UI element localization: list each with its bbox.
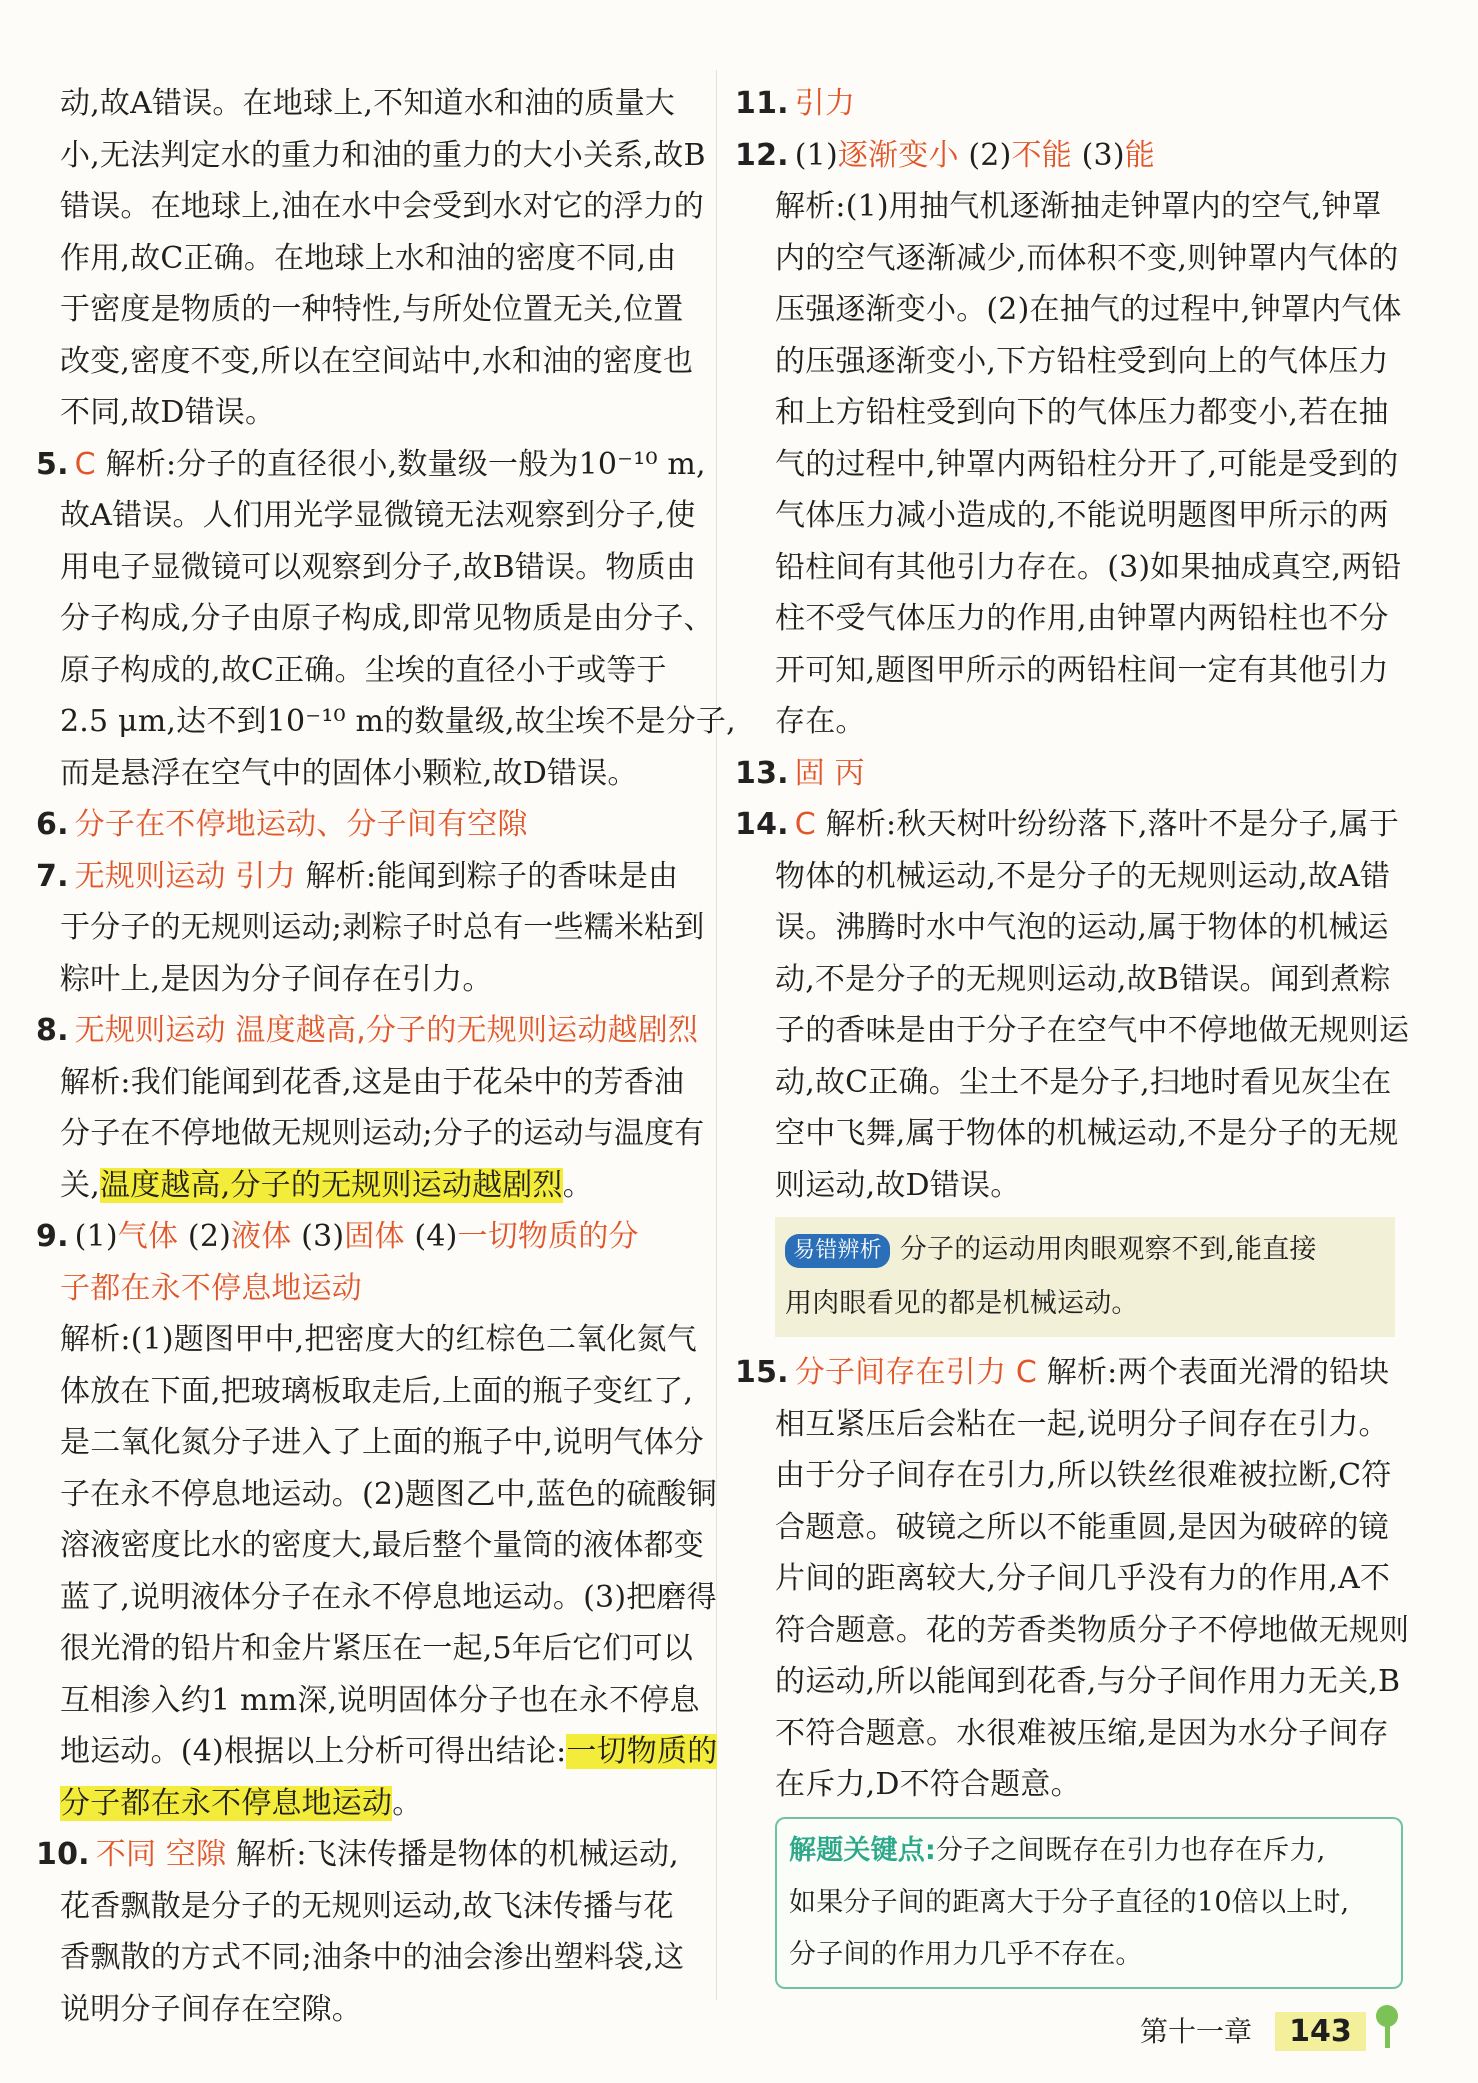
key-line-2: 如果分子间的距离大于分子直径的10倍以上时, xyxy=(789,1886,1350,1918)
key-point-label: 解题关键点: xyxy=(789,1834,936,1866)
text-line xyxy=(735,1160,1385,1212)
text-line xyxy=(735,748,1385,800)
column-divider xyxy=(716,70,717,2000)
text-line xyxy=(735,284,1402,336)
text-line xyxy=(36,284,696,336)
answer-text: 固 丙 xyxy=(794,755,865,791)
text-line xyxy=(36,696,736,748)
text-run: 蓝了,说明液体分子在永不停息地运动。(3)把磨得 xyxy=(60,1579,717,1615)
text-line xyxy=(36,1572,717,1624)
text-line xyxy=(36,799,696,851)
text-line xyxy=(36,130,706,182)
text-line xyxy=(735,593,1389,645)
answer-text: 固体 xyxy=(344,1219,405,1254)
question-number: 7. xyxy=(36,858,69,894)
answer-15 xyxy=(735,1347,1410,1811)
text-run: 。 xyxy=(562,1167,593,1203)
text-line xyxy=(735,78,1385,130)
text-line xyxy=(36,1469,717,1521)
answer-text: 气体 xyxy=(117,1219,179,1254)
answer-text: 逐渐变小 xyxy=(837,137,959,173)
text-line xyxy=(36,233,696,285)
text-line xyxy=(735,851,1391,903)
text-run: 子在永不停息地运动。(2)题图乙中,蓝色的硫酸铜 xyxy=(60,1476,717,1512)
text-run: 。 xyxy=(392,1785,423,1821)
answer-text: 一切物质的分 xyxy=(457,1219,639,1254)
question-number: 9. xyxy=(36,1219,69,1254)
text-run: 错误。在地球上,油在水中会受到水对它的浮力的 xyxy=(60,189,704,224)
text-run: 于分子的无规则运动;剥粽子时总有一些糯米粘到 xyxy=(60,910,705,945)
text-run: 符合题意。花的芳香类物质分子不停地做无规则 xyxy=(775,1612,1410,1648)
text-run: 故A错误。人们用光学显微镜无法观察到分子,使 xyxy=(60,498,696,533)
text-line xyxy=(36,1366,696,1418)
question-number: 6. xyxy=(36,807,69,842)
text-run: 内的空气逐渐减少,而体积不变,则钟罩内气体的 xyxy=(775,240,1399,276)
text-run: 柱不受气体压力的作用,由钟罩内两铅柱也不分 xyxy=(775,601,1389,636)
text-line xyxy=(735,181,1385,233)
text-run: (4) xyxy=(404,1219,458,1254)
text-line xyxy=(36,1211,696,1263)
question-number: 13. xyxy=(735,755,789,791)
question-number: 5. xyxy=(36,446,69,482)
text-run: 相互紧压后会粘在一起,说明分子间存在引力。 xyxy=(775,1406,1389,1442)
text-run: 分子构成,分子由原子构成,即常见物质是由分子、 xyxy=(60,601,714,636)
text-line xyxy=(735,1347,1390,1399)
text-run: (1) xyxy=(794,137,838,173)
text-run: 粽叶上,是因为分子间存在引力。 xyxy=(60,961,493,997)
left-column xyxy=(36,78,736,2035)
text-run: (3) xyxy=(1071,137,1125,173)
text-line xyxy=(735,645,1389,697)
answer-text: 能 xyxy=(1124,137,1155,173)
text-run: 很光滑的铅片和金片紧压在一起,5年后它们可以 xyxy=(60,1631,694,1666)
text-line xyxy=(735,902,1389,954)
text-line xyxy=(735,1759,1385,1811)
text-run: 气体压力减小造成的,不能说明题图甲所示的两 xyxy=(775,498,1389,533)
text-run: 存在。 xyxy=(775,704,866,739)
text-run: 花香飘散是分子的无规则运动,故飞沫传播与花 xyxy=(60,1888,674,1924)
text-line xyxy=(36,78,696,130)
text-line xyxy=(36,1417,704,1469)
text-run: 香飘散的方式不同;油条中的油会渗出塑料袋,这 xyxy=(60,1940,685,1975)
text-run: 解析:(1)题图甲中,把密度大的红棕色二氧化氮气 xyxy=(60,1322,697,1357)
text-run: 而是悬浮在空气中的固体小颗粒,故D错误。 xyxy=(60,755,638,791)
text-line xyxy=(735,1502,1389,1554)
text-line xyxy=(735,1450,1392,1502)
answer-text: 分子间存在引力 C xyxy=(794,1355,1038,1390)
question-number: 12. xyxy=(735,137,789,173)
text-run: 溶液密度比水的密度大,最后整个量筒的液体都变 xyxy=(60,1528,704,1563)
chapter-label: 第十一章 xyxy=(1140,2015,1253,2048)
text-line xyxy=(735,490,1389,542)
highlighted-text: 温度越高,分子的无规则运动越剧烈 xyxy=(99,1167,563,1203)
answer-text: 无规则运动 温度越高,分子的无规则运动越剧烈 xyxy=(74,1013,699,1048)
text-run: 动,不是分子的无规则运动,故B错误。闻到煮粽 xyxy=(775,961,1391,997)
text-line xyxy=(36,1520,704,1572)
answer-text: 不能 xyxy=(1011,137,1072,173)
question-number: 8. xyxy=(36,1013,69,1048)
text-line xyxy=(735,954,1391,1006)
text-line xyxy=(36,1675,700,1727)
text-line xyxy=(36,1829,696,1881)
text-run: 用电子显微镜可以观察到分子,故B错误。物质由 xyxy=(60,549,696,585)
text-line xyxy=(36,1005,699,1057)
text-run: 小,无法判定水的重力和油的重力的大小关系,故B xyxy=(60,137,706,173)
answers-11-14 xyxy=(735,78,1410,1211)
text-run: 物体的机械运动,不是分子的无规则运动,故A错 xyxy=(775,858,1391,894)
text-line xyxy=(36,336,696,388)
text-line xyxy=(36,1778,696,1830)
text-run: 铅柱间有其他引力存在。(3)如果抽成真空,两铅 xyxy=(775,549,1402,585)
text-run: 动,故C正确。尘土不是分子,扫地时看见灰尘在 xyxy=(775,1064,1392,1100)
text-line xyxy=(36,1057,696,1109)
text-run: 2.5 μm,达不到10⁻¹⁰ m的数量级,故尘埃不是分子, xyxy=(60,704,736,739)
key-line-1: 分子之间既存在引力也存在斥力, xyxy=(936,1834,1326,1866)
text-run: 原子构成的,故C正确。尘埃的直径小于或等于 xyxy=(60,652,667,688)
text-run: 解析:秋天树叶纷纷落下,落叶不是分子,属于 xyxy=(815,807,1400,842)
text-line xyxy=(36,902,705,954)
text-run: 合题意。破镜之所以不能重圆,是因为破碎的镜 xyxy=(775,1509,1389,1545)
answer-text: C xyxy=(74,446,96,482)
text-run: 空中飞舞,属于物体的机械运动,不是分子的无规 xyxy=(775,1116,1399,1151)
text-run: 关, xyxy=(60,1167,100,1203)
text-line xyxy=(735,439,1399,491)
text-line xyxy=(36,1932,696,1984)
text-line xyxy=(735,1108,1399,1160)
text-run: (1) xyxy=(74,1219,118,1254)
text-line xyxy=(36,645,696,697)
page-footer xyxy=(1140,2010,1366,2051)
text-line xyxy=(36,490,696,542)
text-line xyxy=(735,233,1399,285)
text-run: 解析:分子的直径很小,数量级一般为10⁻¹⁰ m, xyxy=(95,446,706,482)
tip-box-error-analysis xyxy=(775,1217,1395,1337)
text-run: 不同,故D错误。 xyxy=(60,395,276,430)
text-run: 解析:飞沫传播是物体的机械运动, xyxy=(226,1837,679,1872)
question-number: 11. xyxy=(735,86,789,121)
text-run: 改变,密度不变,所以在空间站中,水和油的密度也 xyxy=(60,343,694,379)
text-line xyxy=(36,1160,696,1212)
text-line xyxy=(735,1399,1389,1451)
text-line xyxy=(735,1057,1392,1109)
text-line xyxy=(36,954,696,1006)
text-run: 作用,故C正确。在地球上水和油的密度不同,由 xyxy=(60,240,677,276)
text-run: 解析:我们能闻到花香,这是由于花朵中的芳香油 xyxy=(60,1064,685,1100)
text-run: 在斥力,D不符合题意。 xyxy=(775,1767,1081,1802)
right-column xyxy=(735,78,1410,1989)
text-run: 子的香味是由于分子在空气中不停地做无规则运 xyxy=(775,1013,1410,1048)
tip-line-2: 用肉眼看见的都是机械运动。 xyxy=(785,1288,1139,1319)
text-run: (2) xyxy=(178,1219,232,1254)
key-point-box xyxy=(775,1817,1403,1989)
text-run: 说明分子间存在空隙。 xyxy=(60,1991,362,2027)
text-line xyxy=(36,1726,718,1778)
answer-text: 子都在永不停息地运动 xyxy=(60,1270,362,1306)
text-line xyxy=(735,1656,1401,1708)
text-line xyxy=(36,1984,696,2036)
text-run: 解析:能闻到粽子的香味是由 xyxy=(295,858,679,894)
text-run: 是二氧化氮分子进入了上面的瓶子中,说明气体分 xyxy=(60,1425,704,1460)
text-line xyxy=(735,799,1400,851)
text-line xyxy=(36,1881,696,1933)
text-run: 的压强逐渐变小,下方铅柱受到向上的气体压力 xyxy=(775,343,1389,379)
answer-text: C xyxy=(794,807,816,842)
text-run: (2) xyxy=(958,137,1012,173)
text-line xyxy=(36,1314,696,1366)
text-run: 不符合题意。水很难被压缩,是因为水分子间存 xyxy=(775,1715,1389,1751)
answer-text: 引力 xyxy=(794,86,856,121)
text-run: 的运动,所以能闻到花香,与分子间作用力无关,B xyxy=(775,1664,1401,1699)
text-line xyxy=(36,181,704,233)
text-line xyxy=(36,748,696,800)
text-line xyxy=(735,1553,1391,1605)
page-number: 143 xyxy=(1275,2012,1366,2051)
text-run: 动,故A错误。在地球上,不知道水和油的质量大 xyxy=(60,86,676,121)
answer-text: 分子在不停地运动、分子间有空隙 xyxy=(74,807,528,842)
text-run: 气的过程中,钟罩内两铅柱分开了,可能是受到的 xyxy=(775,446,1399,482)
text-run: 于密度是物质的一种特性,与所处位置无关,位置 xyxy=(60,292,684,327)
text-run: 则运动,故D错误。 xyxy=(775,1167,1021,1203)
text-line xyxy=(36,439,706,491)
text-line xyxy=(735,542,1402,594)
text-run: 解析:(1)用抽气机逐渐抽走钟罩内的空气,钟罩 xyxy=(775,189,1382,224)
text-line xyxy=(36,851,696,903)
tip-tag: 易错辨析 xyxy=(785,1234,890,1268)
question-number: 15. xyxy=(735,1355,789,1390)
text-run: 体放在下面,把玻璃板取走后,上面的瓶子变红了, xyxy=(60,1373,694,1409)
text-line xyxy=(735,1005,1410,1057)
answer-text: 不同 空隙 xyxy=(95,1837,227,1872)
text-line xyxy=(735,130,1385,182)
text-run: 互相渗入约1 mm深,说明固体分子也在永不停息 xyxy=(60,1682,700,1718)
text-line xyxy=(735,1605,1410,1657)
text-line xyxy=(735,336,1389,388)
text-run: 分子在不停地做无规则运动;分子的运动与温度有 xyxy=(60,1116,705,1151)
text-line xyxy=(735,696,1385,748)
highlighted-text: 一切物质的 xyxy=(566,1734,718,1769)
text-run: 解析:两个表面光滑的铅块 xyxy=(1037,1355,1390,1390)
text-run: 地运动。(4)根据以上分析可得出结论: xyxy=(60,1734,567,1769)
answer-text: 无规则运动 引力 xyxy=(74,858,296,894)
text-line xyxy=(735,1708,1389,1760)
text-run: 压强逐渐变小。(2)在抽气的过程中,钟罩内气体 xyxy=(775,292,1402,327)
text-run: 由于分子间存在引力,所以铁丝很难被拉断,C符 xyxy=(775,1458,1392,1493)
text-run: 开可知,题图甲所示的两铅柱间一定有其他引力 xyxy=(775,652,1389,688)
text-line xyxy=(36,1263,696,1315)
answer-text: 液体 xyxy=(231,1219,292,1254)
text-line xyxy=(36,542,696,594)
text-run: 误。沸腾时水中气泡的运动,属于物体的机械运 xyxy=(775,910,1389,945)
highlighted-text: 分子都在永不停息地运动 xyxy=(60,1785,393,1821)
text-run: 片间的距离较大,分子间几乎没有力的作用,A不 xyxy=(775,1561,1391,1596)
text-line xyxy=(36,593,714,645)
question-number: 14. xyxy=(735,807,789,842)
text-line xyxy=(735,387,1389,439)
text-line xyxy=(36,1623,696,1675)
text-run: 和上方铅柱受到向下的气体压力都变小,若在抽 xyxy=(775,395,1389,430)
text-line xyxy=(36,387,696,439)
key-line-3: 分子间的作用力几乎不存在。 xyxy=(789,1938,1143,1970)
text-run: (3) xyxy=(291,1219,345,1254)
tip-line-1: 分子的运动用肉眼观察不到,能直接 xyxy=(899,1234,1317,1265)
question-number: 10. xyxy=(36,1837,90,1872)
text-line xyxy=(36,1108,705,1160)
leaf-stem-icon xyxy=(1385,2020,1390,2048)
